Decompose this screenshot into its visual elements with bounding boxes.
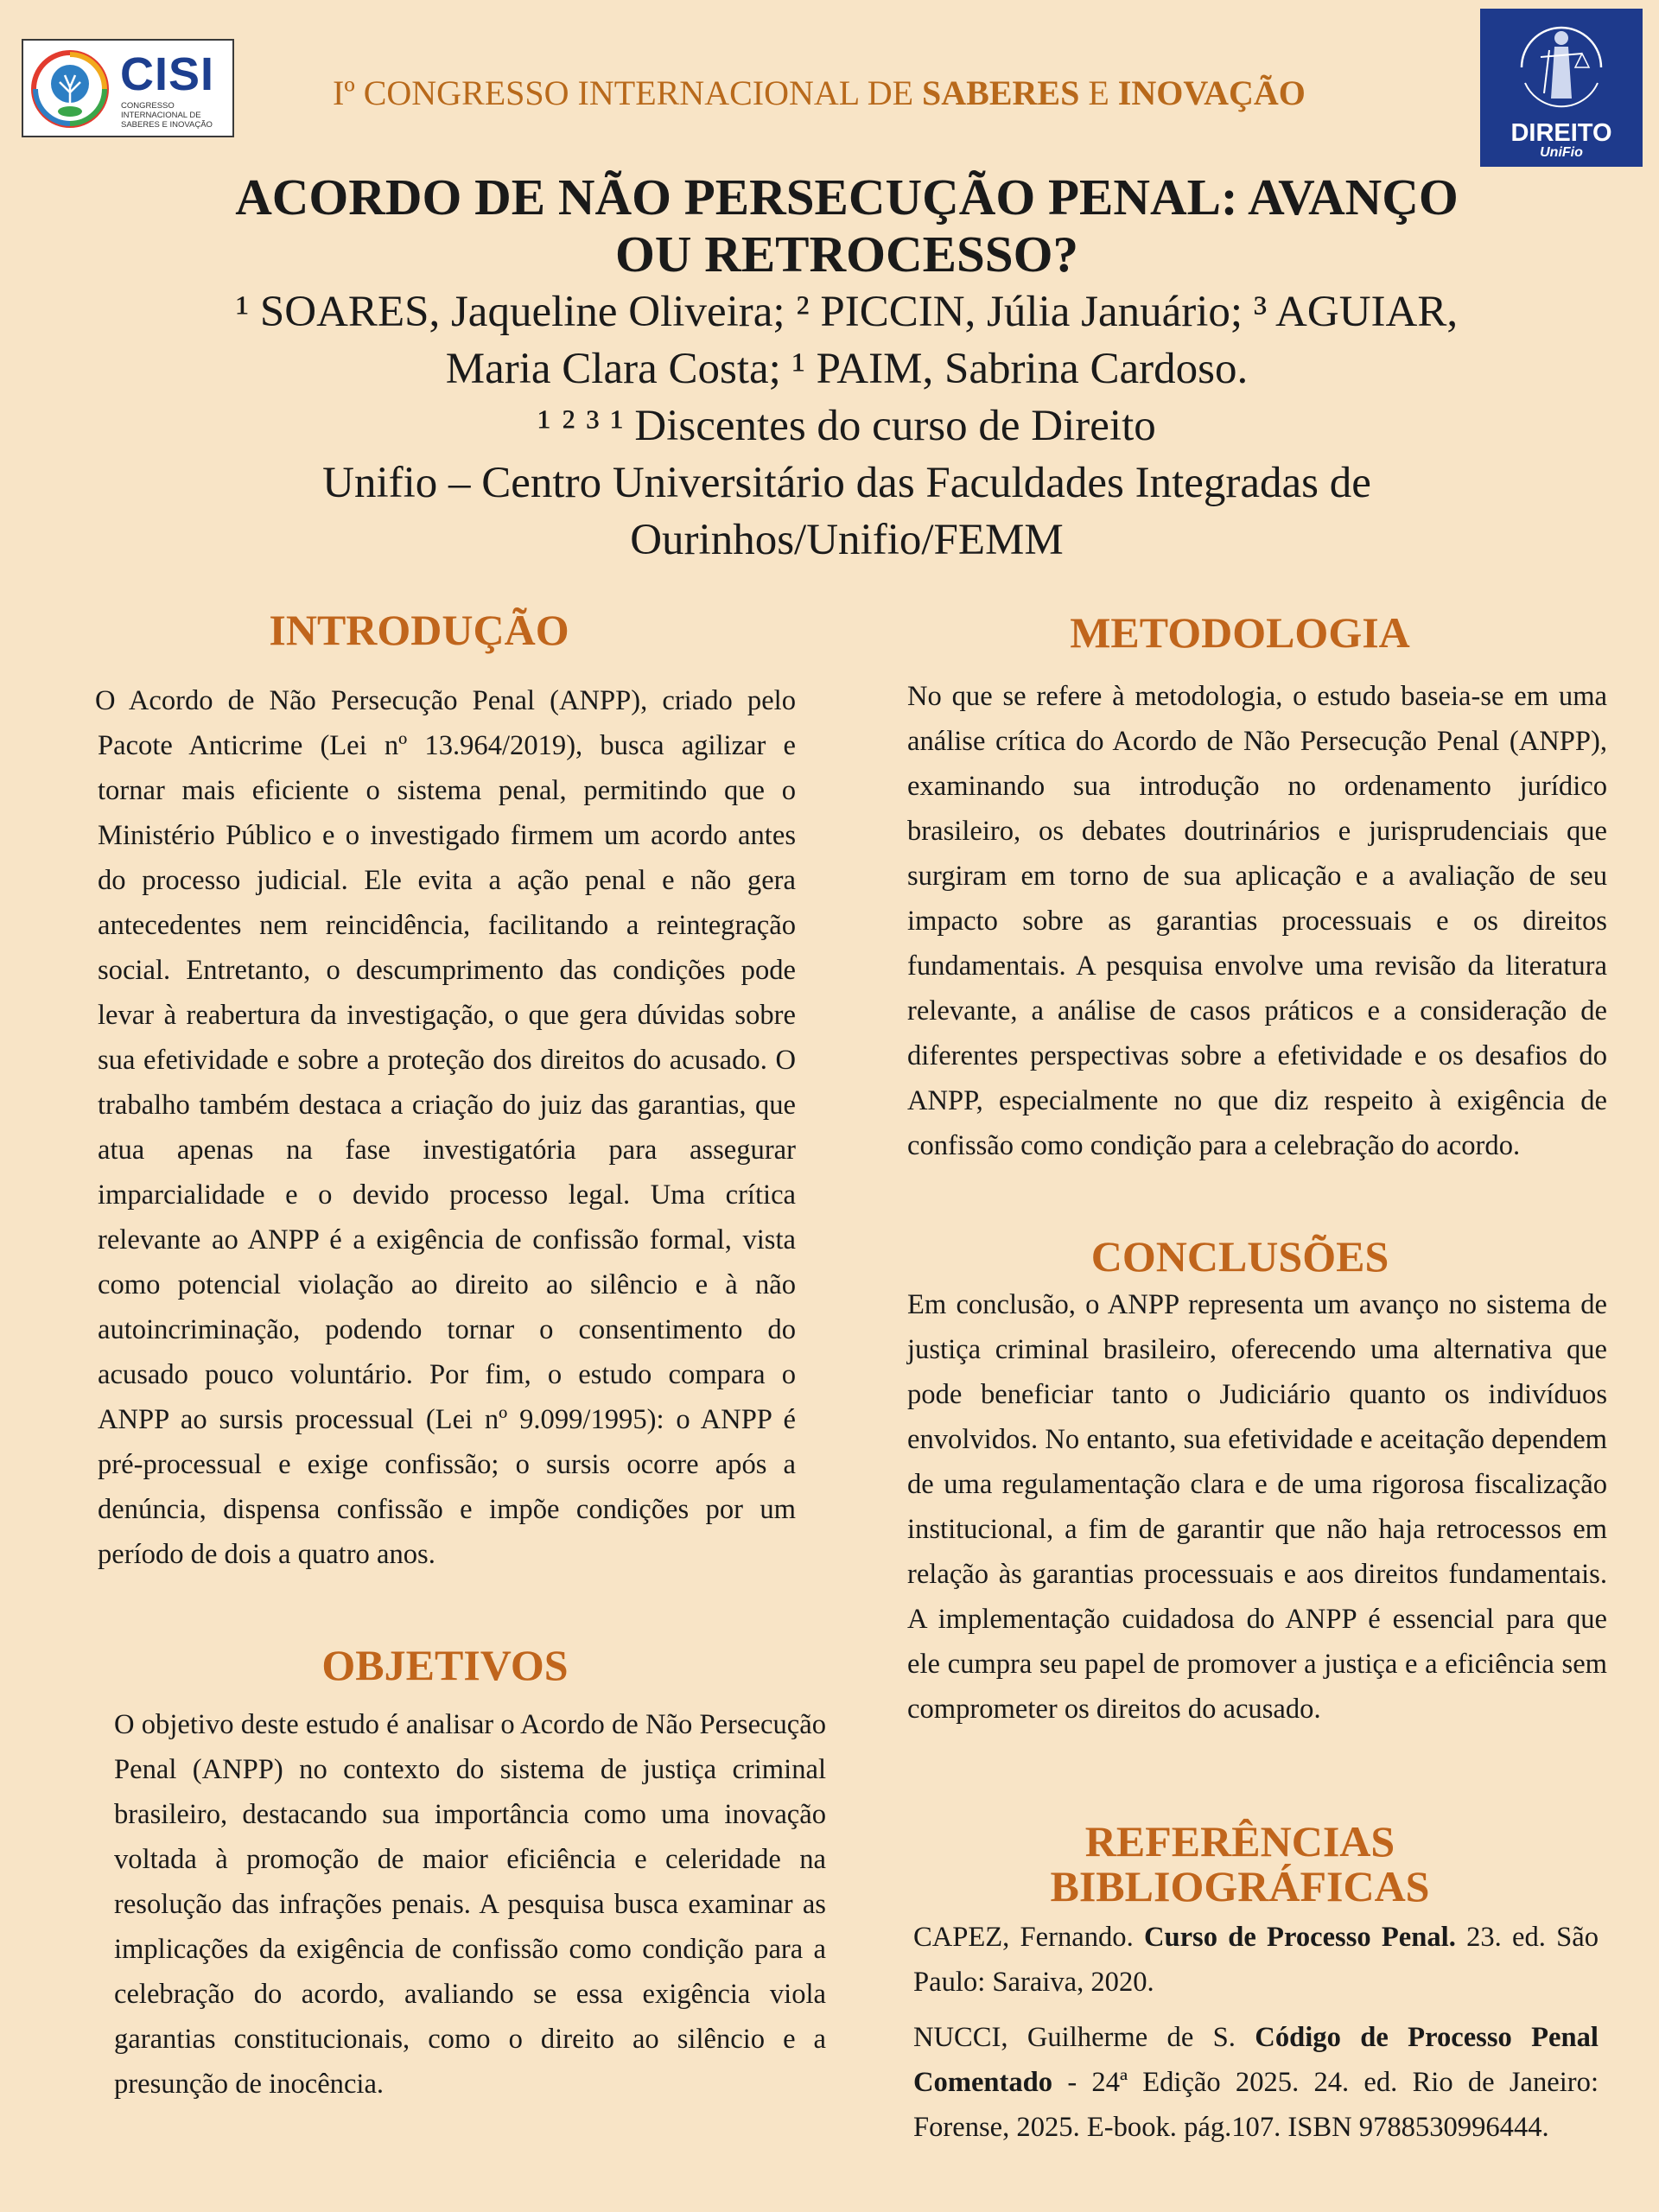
reference-1-title: Curso de Processo Penal. xyxy=(1143,1922,1456,1953)
reference-2-title: Código de Processo Penal Comentado xyxy=(913,2022,1599,2098)
reference-item-2 xyxy=(913,2015,1599,2150)
reference-2-details: - 24ª Edição 2025. 24. ed. Rio de Janeiro: Forense, 2025. E-book. pág.107. ISBN 9788530996444. xyxy=(913,2067,1599,2143)
referencias-heading xyxy=(985,1819,1495,1909)
congress-title xyxy=(333,73,1306,113)
conclusoes-text: Em conclusão, o ANPP representa um avanço no sistema de justiça criminal brasileiro, oferecendo uma alternativa que pode beneficiar tanto o Judiciário quanto os indivíduos envolvidos. No entanto, sua efetividade e aceitação dependem de uma regulamentação clara e de uma rigorosa fiscalização institucional, a fim de garantir que não haja retrocessos em relação às garantias processuais e aos direitos fundamentais. A implementação cuidadosa do ANPP é essencial para que ele cumpra seu papel de promover a justiça e a eficiência sem comprometer os direitos do acusado. xyxy=(907,1289,1607,1725)
poster-title xyxy=(156,168,1538,283)
referencias-heading-line2: BIBLIOGRÁFICAS xyxy=(1050,1862,1430,1910)
congress-word-inovacao: INOVAÇÃO xyxy=(1117,73,1306,112)
congress-word-saberes: SABERES xyxy=(922,73,1080,112)
congress-mid: E xyxy=(1079,73,1118,112)
affiliation-line3: Ourinhos/Unifio/FEMM xyxy=(630,516,1064,564)
reference-item-1 xyxy=(913,1915,1599,2005)
affiliation-line2: Unifio – Centro Universitário das Faculdades Integradas de xyxy=(322,459,1371,507)
introducao-text: O Acordo de Não Persecução Penal (ANPP), criado pelo Pacote Anticrime (Lei nº 13.964/2019), busca agilizar e tornar mais eficiente o sistema penal, permitindo que o Ministério Público e o investigado firmem um acordo antes do processo judicial. Ele evita a ação penal e não gera antecedentes nem reincidência, facilitando a reintegração social. Entretanto, o descumprimento das condições pode levar à reabertura da investigação, o que gera dúvidas sobre sua efetividade e sobre a proteção dos direitos do acusado. O trabalho também destaca a criação do juiz das garantias, que atua apenas na fase investigatória para assegurar imparcialidade e o devido processo legal. Uma crítica relevante ao ANPP é a exigência de confissão formal, vista como potencial violação ao direito ao silêncio e à não autoincriminação, podendo tornar o consentimento do acusado pouco voluntário. Por fim, o estudo compara o ANPP ao sursis processual (Lei nº 9.099/1995): o ANPP é pré-processual e exige confissão; o sursis ocorre após a denúncia, dispensa confissão e impõe condições por um período de dois a quatro anos. xyxy=(95,685,796,1570)
justice-icon xyxy=(1510,16,1613,119)
cisi-logo-name: CISI xyxy=(120,48,215,100)
reference-2-author: NUCCI, Guilherme de S. xyxy=(913,2022,1255,2053)
reference-1-details: 23. ed. São Paulo: Saraiva, 2020. xyxy=(913,1922,1599,1998)
objetivos-heading: OBJETIVOS xyxy=(321,1641,569,1689)
cisi-logo xyxy=(22,39,234,137)
introducao-heading: INTRODUÇÃO xyxy=(269,606,569,654)
direito-logo xyxy=(1480,9,1643,167)
metodologia-heading: METODOLOGIA xyxy=(1070,608,1410,657)
authors-block xyxy=(156,283,1538,569)
poster-title-line1: ACORDO DE NÃO PERSECUÇÃO PENAL: AVANÇO xyxy=(235,168,1459,226)
congress-prefix: Iº CONGRESSO INTERNACIONAL DE xyxy=(333,73,923,112)
cisi-logo-subtitle: CONGRESSO INTERNACIONAL DE SABERES E INOVAÇÃO xyxy=(121,101,213,130)
affiliation-line1: ¹ ² ³ ¹ Discentes do curso de Direito xyxy=(537,402,1156,450)
referencias-heading-line1: REFERÊNCIAS xyxy=(1084,1817,1395,1866)
objetivos-text: O objetivo deste estudo é analisar o Acordo de Não Persecução Penal (ANPP) no contexto do sistema de justiça criminal brasileiro, destacando sua importância como uma inovação voltada à promoção de maior eficiência e celeridade na resolução das infrações penais. A pesquisa busca examinar as implicações da exigência de confissão como condição para a celebração do acordo, avaliando se essa exigência viola garantias constitucionais, como o direito ao silêncio e a presunção de inocência. xyxy=(114,1709,826,2100)
conclusoes-heading: CONCLUSÕES xyxy=(1090,1232,1389,1281)
direito-logo-badge: UniFio xyxy=(1540,145,1583,160)
authors-line2: Maria Clara Costa; ¹ PAIM, Sabrina Cardoso. xyxy=(445,345,1249,393)
authors-line1: ¹ SOARES, Jaqueline Oliveira; ² PICCIN, Júlia Januário; ³ AGUIAR, xyxy=(235,288,1459,336)
reference-1-author: CAPEZ, Fernando. xyxy=(913,1922,1144,1953)
poster-title-line2: OU RETROCESSO? xyxy=(614,226,1079,283)
direito-logo-name: DIREITO xyxy=(1510,119,1612,147)
tree-icon xyxy=(30,49,110,129)
metodologia-text: No que se refere à metodologia, o estudo baseia-se em uma análise crítica do Acordo de Não Persecução Penal (ANPP), examinando sua introdução no ordenamento jurídico brasileiro, os debates doutrinários e jurisprudenciais que surgiram em torno de sua aplicação e a avaliação de seu impacto sobre as garantias processuais e os direitos fundamentais. A pesquisa envolve uma revisão da literatura relevante, a análise de casos práticos e a consideração de diferentes perspectivas sobre a efetividade e os desafios do ANPP, especialmente no que diz respeito à exigência de confissão como condição para a celebração do acordo. xyxy=(907,681,1607,1161)
